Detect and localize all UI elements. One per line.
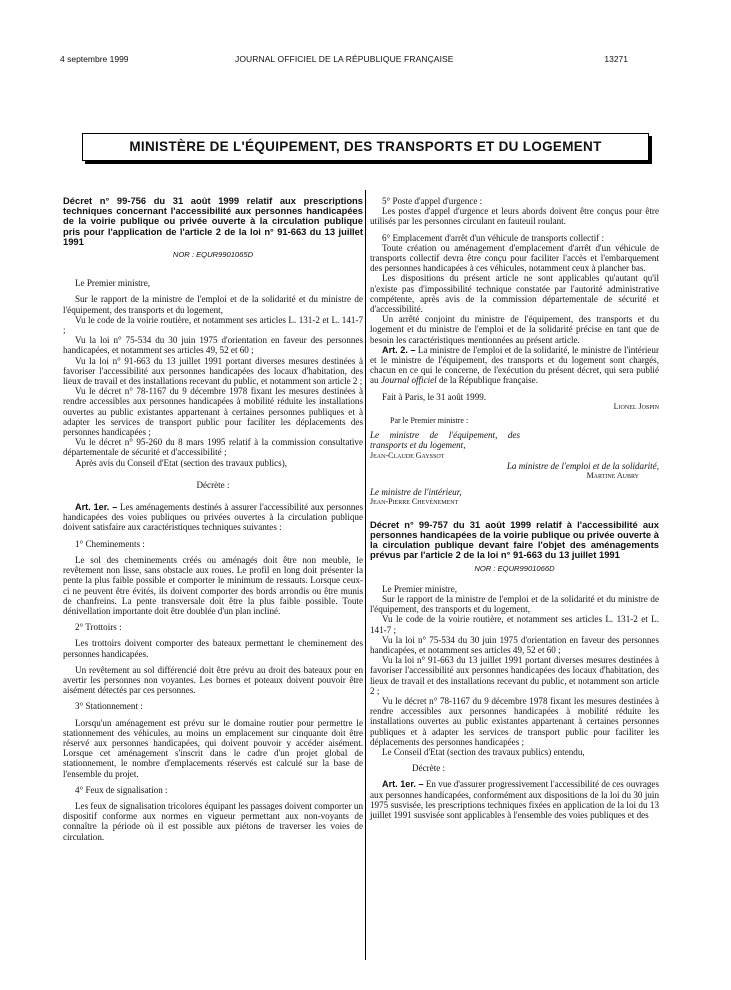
column-divider	[365, 190, 366, 960]
article-text-end: de la République française.	[438, 375, 538, 386]
visa: Sur le rapport de la ministre de l'emploi et de la solidarité et du ministre de l'équipement, des transports et du logement,	[370, 593, 659, 615]
section-text: Toute création ou aménagement d'emplacement d'arrêt d'un véhicule de transports collectif devra être conçu pour faciliter l'accès et l'embarquement des personnes handicapées à ces véhicules, notamment ceux à plancher bas.	[370, 242, 659, 274]
visa: Vu le code de la voirie routière, et notamment ses articles L. 131-2 et L. 141-7 ;	[63, 314, 363, 336]
section-heading: 4° Feux de signalisation :	[75, 784, 168, 795]
article-text: Les aménagements destinés à assurer l'accessibilité aux personnes handicapées des voies publiques ou privées ouvertes à la circulation publique doivent satisfaire aux caractéristiques techniques suivantes :	[63, 502, 364, 533]
signature-aubry: Martine Aubry	[586, 471, 639, 481]
right-column	[370, 196, 659, 820]
visa: Vu la loi n° 91-663 du 13 juillet 1991 portant diverses mesures destinées à favoriser l'accessibilité aux personnes handicapées des locaux d'habitation, des lieux de travail et des installations recevant du public, et notamment son article 2 ;	[370, 655, 659, 696]
visa: Vu la loi n° 75-534 du 30 juin 1975 d'orientation en faveur des personnes handicapées, et notamment ses articles 49, 52 et 60 ;	[370, 634, 659, 655]
paragraph: Un arrêté conjoint du ministre de l'équipement, des transports et du logement et du ministre de l'emploi et de la solidarité précise en tant que de besoin les caractéristiques mentionnées au présent article.	[370, 314, 659, 345]
section-heading: 2° Trottoirs :	[75, 622, 122, 633]
decrete: Décrète :	[412, 763, 446, 774]
minister-title: Le ministre de l'équipement, des transports et du logement,	[370, 430, 520, 451]
header-page-number: 13271	[604, 54, 628, 64]
visa: Vu le décret n° 78-1167 du 9 décembre 1978 fixant les mesures destinées à rendre accessibles aux personnes handicapées à mobilité réduite les installations ouvertes au public existantes appartenant à certaines personnes publiques et à adapter les services de transport public pour faciliter les déplacements des personnes handicapées ;	[63, 386, 363, 438]
article-1	[370, 779, 659, 820]
section-text: Lorsqu'un aménagement est prévu sur le domaine routier pour permettre le stationnement des véhicules, au moins un emplacement sur cinquante doit être réservé aux personnes handicapées, qui doivent pouvoir y accéder aisément. Lorsque cet aménagement s'inscrit dans le cadre d'un projet global de stationnement, le nombre d'emplacements réservés est calculé sur la base de l'ensemble du projet.	[63, 717, 363, 779]
left-column	[63, 196, 363, 842]
page-header	[60, 54, 628, 68]
premier-ministre: Le Premier ministre,	[382, 583, 458, 594]
decrete: Décrète :	[196, 479, 230, 490]
signature-chevenement: Jean-Pierre Chevènement	[370, 497, 459, 507]
paragraph: Les dispositions du présent article ne sont applicables qu'autant qu'il n'existe pas d'impossibilité technique constatée par l'autorité administrative compétente, après avis de la commission départementale de sécurité et d'accessibilité.	[370, 273, 659, 315]
visa: Sur le rapport de la ministre de l'emploi et de la solidarité et du ministre de l'équipement, des transports et du logement,	[63, 294, 363, 315]
section-heading: 5° Poste d'appel d'urgence :	[382, 196, 483, 206]
section-text: Le sol des cheminements créés ou aménagés doit être non meuble, le revêtement non lisse, sans obstacle aux roues. Le profil en long doit présenter la pente la plus faible possible et comporter le minimum de ressauts. Lorsque ceux-ci ne peuvent être évités, ils doivent comporter des bords arrondis ou être munis de chanfreins. La pente transversale doit être la plus faible possible. Toute dénivellation importante doit être doublée d'un plan incliné.	[63, 554, 363, 616]
minister-title: Le ministre de l'intérieur,	[370, 487, 462, 498]
nor-reference: NOR : EQUR9901065D	[172, 250, 254, 260]
ministry-banner: MINISTÈRE DE L'ÉQUIPEMENT, DES TRANSPORTS ET DU LOGEMENT	[82, 133, 649, 161]
fait-a-paris: Fait à Paris, le 31 août 1999.	[382, 391, 487, 402]
section-text: Les feux de signalisation tricolores équipant les passages doivent comporter un dispositif conforme aux normes en vigueur permettant aux non-voyants de connaître la période où il est possible aux piétons de traverser les voies de circulation.	[63, 800, 363, 842]
visa: Vu le décret n° 78-1167 du 9 décembre 1978 fixant les mesures destinées à rendre accessibles aux personnes handicapées à mobilité réduite les installations ouvertes au public existantes appartenant à certaines personnes publiques et à adapter les services de transport public pour faciliter les déplacements des personnes handicapées ;	[370, 695, 659, 747]
section-text: Les trottoirs doivent comporter des bateaux permettant le cheminement des personnes handicapées.	[63, 638, 363, 659]
header-journal: JOURNAL OFFICIEL DE LA RÉPUBLIQUE FRANÇAISE	[235, 54, 454, 64]
signature-pm: Lionel Jospin	[613, 401, 659, 411]
nor-reference: NOR : EQUR9901066D	[474, 563, 555, 573]
article-1	[63, 502, 363, 533]
header-date: 4 septembre 1999	[60, 54, 129, 64]
signature-gayssot: Jean-Claude Gayssot	[370, 450, 445, 460]
section-heading: 6° Emplacement d'arrêt d'un véhicule de transports collectif :	[382, 232, 605, 243]
section-text: Les postes d'appel d'urgence et leurs abords doivent être conçus pour être utilisés par les personnes circulant en fauteuil roulant.	[370, 206, 659, 227]
visa: Vu le décret n° 95-260 du 8 mars 1995 relatif à la commission consultative départementale de sécurité et d'accessibilité ;	[63, 437, 363, 458]
article-2	[370, 345, 659, 386]
decree-title: Décret n° 99-757 du 31 août 1999 relatif à l'accessibilité aux personnes handicapées de la voirie publique ou privée ouverte à la circulation publique devant faire l'objet des aménagements prévus par l'article 2 de la loi n° 91-663 du 13 juillet 1991	[370, 518, 659, 561]
article-text: La ministre de l'emploi et de la solidarité, le ministre de l'intérieur et le ministre de l'équipement, des transports et du logement sont chargés, chacun en ce qui le concerne, de l'exécution du présent décret, qui sera publié au	[370, 344, 659, 386]
article-label: Art. 1er. –	[75, 502, 118, 513]
visa: Vu la loi n° 75-534 du 30 juin 1975 d'orientation en faveur des personnes handicapées, et notamment ses articles 49, 52 et 60 ;	[63, 335, 363, 356]
section-text: Un revêtement au sol différencié doit être prévu au droit des bateaux pour en avertir les personnes non voyantes. Les bornes et poteaux doivent pouvoir être aisément détectés par ces personnes.	[63, 664, 363, 696]
section-heading: 3° Stationnement :	[75, 701, 143, 712]
article-label: Art. 2. –	[382, 344, 416, 355]
section-heading: 1° Cheminements :	[75, 538, 145, 549]
article-text: En vue d'assurer progressivement l'accessibilité de ces ouvrages aux personnes handicapées, conformément aux dispositions de la loi du 30 juin 1975 susvisée, les prescriptions techniques fixées en application de la loi du 13 juillet 1991 susvisée sont applicables à l'ensemble des voies publiques et des	[370, 779, 659, 820]
minister-title: La ministre de l'emploi et de la solidarité,	[506, 460, 659, 471]
premier-ministre: Le Premier ministre,	[75, 278, 151, 289]
journal-ref: Journal officiel	[380, 375, 437, 386]
visa: Vu le code de la voirie routière, et notamment ses articles L. 131-2 et L. 141-7 ;	[370, 614, 659, 635]
visa: Le Conseil d'Etat (section des travaux publics) entendu,	[382, 746, 585, 757]
visa: Après avis du Conseil d'Etat (section des travaux publics),	[75, 457, 288, 468]
article-label: Art. 1er. –	[382, 779, 424, 790]
decree-title: Décret n° 99-756 du 31 août 1999 relatif aux prescriptions techniques concernant l'accessibilité aux personnes handicapées de la voirie publique ou privée ouverte à la circulation publique pris pour l'application de l'article 2 de la loi n° 91-663 du 13 juillet 1991	[63, 195, 363, 247]
par-le-premier-ministre: Par le Premier ministre :	[390, 416, 469, 426]
visa: Vu la loi n° 91-663 du 13 juillet 1991 portant diverses mesures destinées à favoriser l'accessibilité aux personnes handicapées des locaux d'habitation, des lieux de travail et des installations recevant du public, et notamment son article 2 ;	[63, 355, 363, 387]
